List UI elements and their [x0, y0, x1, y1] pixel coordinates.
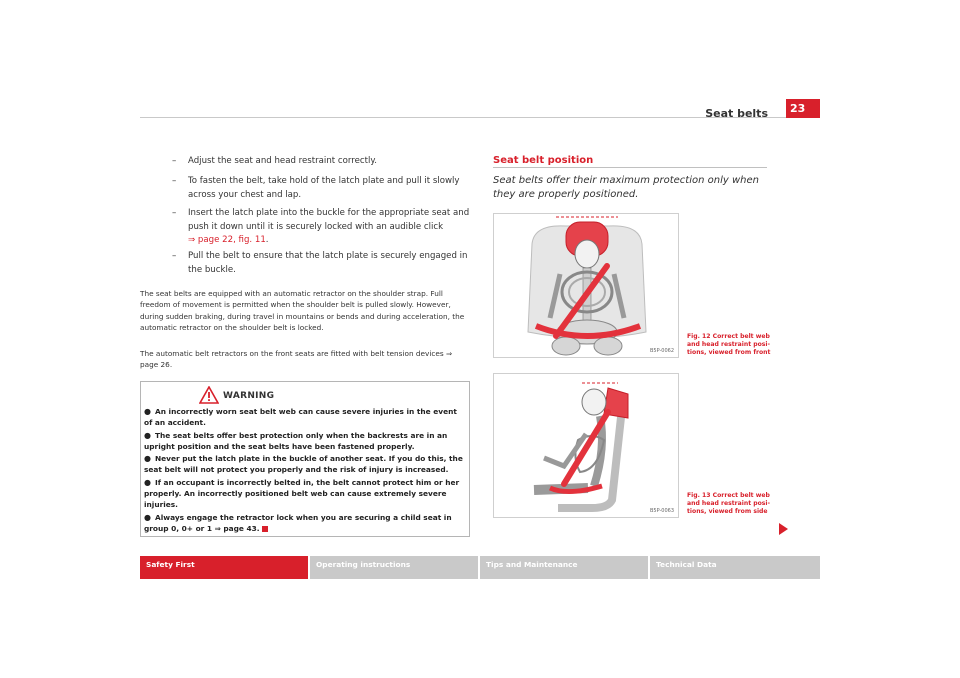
- warning-title: WARNING: [223, 391, 275, 401]
- warning-item: ● Never put the latch plate in the buckle of another seat. If you do this, the seat belt will not protect you properly and the risk of injury is increased.: [144, 454, 463, 475]
- step-item: [172, 250, 470, 277]
- step-dash: –: [172, 251, 177, 261]
- page-header-title: Seat belts: [705, 107, 768, 120]
- section-title: Seat belt position: [493, 155, 594, 166]
- warning-item: ● An incorrectly worn seat belt web can cause severe injuries in the event of an accident.: [144, 407, 457, 428]
- tab-tips-and-maintenance[interactable]: Tips and Maintenance: [480, 556, 648, 579]
- body-paragraph: The seat belts are equipped with an automatic retractor on the shoulder strap. Full freedom of movement is permitted when the shoulder belt is pulled slowly. However, during sudden braking, during travel in mountains or bends and during acceleration, the automatic retractor on the shoulder belt is locked.: [140, 289, 465, 333]
- section-end-marker: [262, 526, 268, 532]
- step-dash: –: [172, 156, 177, 166]
- step-dash: –: [172, 176, 177, 186]
- page-number: 23: [786, 99, 820, 118]
- warning-box: [140, 381, 470, 537]
- figure-side-view: [493, 373, 679, 518]
- next-page-arrow-icon[interactable]: [779, 523, 788, 535]
- figure-front-view: [493, 213, 679, 358]
- step-text: Pull the belt to ensure that the latch plate is securely engaged in the buckle.: [188, 251, 468, 275]
- tab-safety-first[interactable]: Safety First: [140, 556, 308, 579]
- step-item: [172, 175, 470, 202]
- warning-item: ● The seat belts offer best protection only when the backrests are in an upright position and the seat belts have been fastened properly.: [144, 430, 448, 451]
- figure-code: B5P-0063: [649, 508, 674, 514]
- warning-item: ● Always engage the retractor lock when you are securing a child seat in group 0, 0+ or 1 ⇒ page 43.: [144, 512, 452, 533]
- step-text: To fasten the belt, take hold of the latch plate and pull it slowly across your chest and lap.: [188, 176, 460, 200]
- warning-list: [144, 406, 466, 535]
- footer-nav: [140, 556, 820, 579]
- tab-operating-instructions[interactable]: Operating instructions: [310, 556, 478, 579]
- step-dash: –: [172, 208, 177, 218]
- section-rule: [493, 167, 767, 168]
- skeleton-front-illustration: [494, 214, 679, 358]
- warning-triangle-icon: [199, 386, 219, 404]
- step-item: [172, 207, 470, 248]
- figure-caption: Fig. 12 Correct belt web and head restraint posi-tions, viewed from front: [687, 333, 771, 356]
- figure-caption: Fig. 13 Correct belt web and head restraint posi-tions, viewed from side: [687, 492, 771, 515]
- step-text-end: .: [265, 235, 269, 245]
- section-lead: Seat belts offer their maximum protection only when they are properly positioned.: [493, 175, 759, 200]
- step-text: Insert the latch plate into the buckle for the appropriate seat and push it down until it is securely locked with an audible click: [188, 208, 470, 232]
- tab-technical-data[interactable]: Technical Data: [650, 556, 820, 579]
- warning-header: [141, 386, 469, 404]
- body-paragraph: The automatic belt retractors on the front seats are fitted with belt tension devices ⇒ page 26.: [140, 349, 453, 370]
- skeleton-side-illustration: [494, 374, 679, 518]
- page-link[interactable]: ⇒ page 22, fig. 11: [188, 235, 266, 245]
- step-item: [172, 155, 470, 169]
- step-text: Adjust the seat and head restraint correctly.: [188, 156, 377, 166]
- warning-item: ● If an occupant is incorrectly belted in, the belt cannot protect him or her properly. An incorrectly positioned belt web can cause extremely severe injuries.: [144, 477, 460, 510]
- figure-code: B5P-0062: [649, 348, 674, 354]
